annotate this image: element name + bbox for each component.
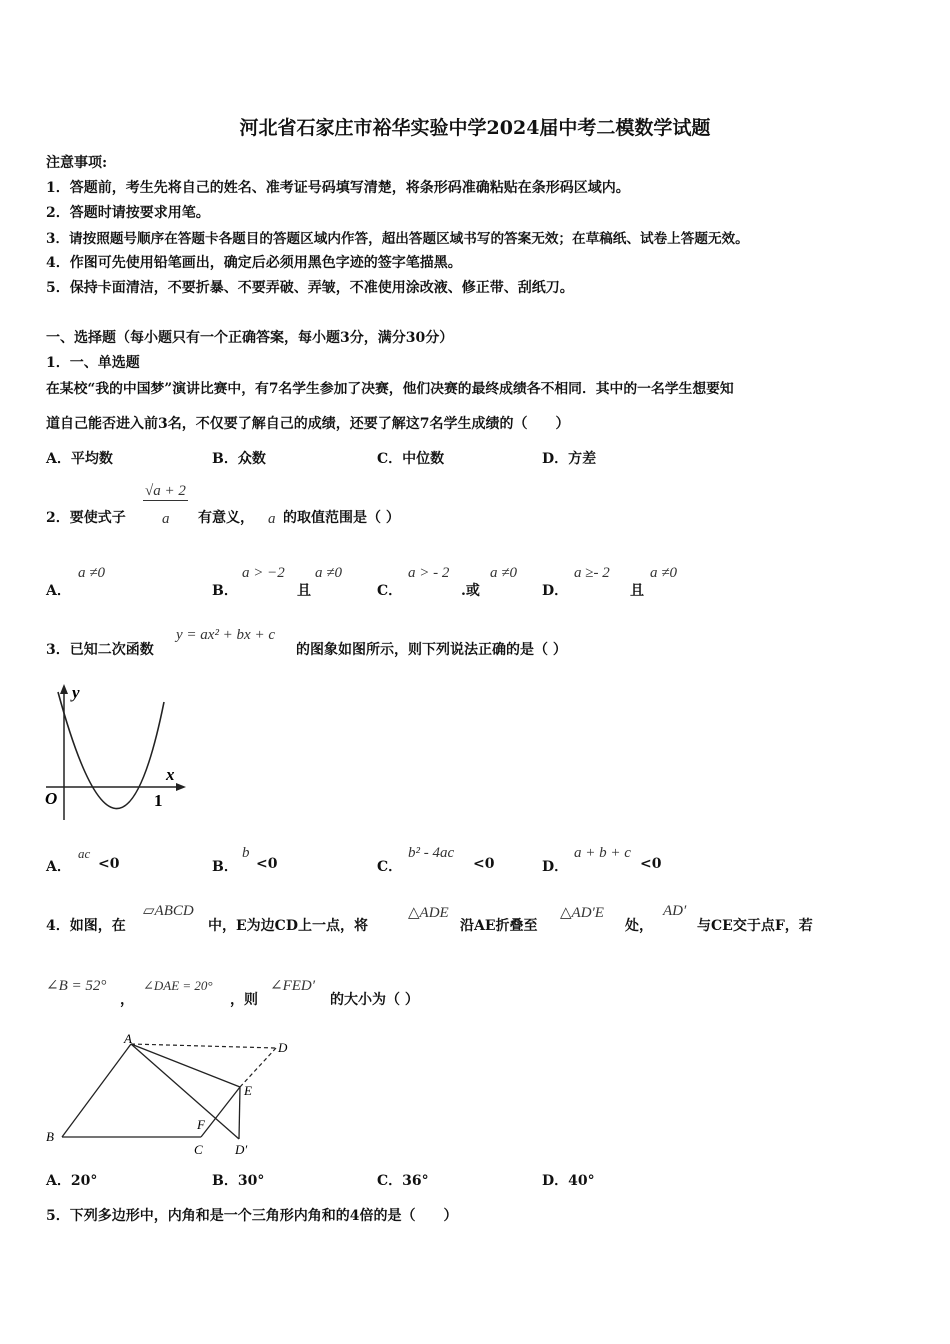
q2-option-d-label: D．	[542, 583, 569, 599]
q4-text-1: 中，E为边CD上一点，将	[208, 918, 368, 934]
q2-option-c-math2: a ≠0	[490, 565, 517, 581]
q3-option-c-math: b² - 4ac	[408, 845, 455, 861]
q4-triangle-ade: △ADE	[408, 905, 449, 921]
point-e-label: E	[244, 1083, 252, 1098]
q4-angle-b: ∠B = 52°	[46, 978, 107, 994]
q2-option-d-conj: 且	[630, 583, 644, 599]
point-c-label: C	[194, 1142, 203, 1157]
q1-option-b: B．众数	[212, 451, 266, 467]
q1-subheading: 1．一、单选题	[46, 355, 140, 371]
q2-option-b-math1: a > −2	[242, 565, 285, 581]
q2-mid-text: 有意义，	[198, 510, 254, 526]
q2-option-d-math2: a ≠0	[650, 565, 677, 581]
page-title: 河北省石家庄市裕华实验中学2024届中考二模数学试题	[239, 117, 711, 139]
q5-stem: 5．下列多边形中，内角和是一个三角形内角和的4倍的是（ ）	[46, 1208, 458, 1224]
point-d2-label: D′	[235, 1142, 248, 1157]
q3-option-d-rel: <0	[640, 856, 662, 872]
q2-fraction-numerator: √a + 2	[145, 483, 186, 499]
q1-option-c: C．中位数	[377, 451, 445, 467]
x-label: x	[166, 765, 175, 784]
notice-heading: 注意事项:	[46, 155, 108, 171]
q2-option-c-conj: .或	[461, 583, 480, 599]
q2-option-b-conj: 且	[297, 583, 311, 599]
notice-item-1: 1．答题前，考生先将自己的姓名、准考证号码填写清楚，将条形码准确粘贴在条形码区域内。	[46, 180, 630, 196]
q3-option-b-label: B．	[212, 859, 238, 875]
q2-option-a-label: A．	[46, 583, 71, 599]
q4-angle-fed: ∠FED′	[270, 978, 316, 994]
q4-parallelogram: ▱ABCD	[143, 903, 194, 919]
q4-option-b: B．30°	[212, 1173, 265, 1189]
notice-item-5: 5．保持卡面清洁，不要折暴、不要弄破、弄皱，不准使用涂改液、修正带、刮纸刀。	[46, 280, 574, 296]
q4-option-c: C．36°	[377, 1173, 429, 1189]
notice-item-4: 4．作图可先使用铅笔画出，确定后必须用黑色字迹的签字笔描黑。	[46, 255, 462, 271]
q3-option-a-math: ac	[78, 846, 91, 861]
q3-option-c-label: C．	[377, 859, 403, 875]
y-axis-arrow	[60, 684, 68, 694]
q4-comma: ，	[120, 992, 134, 1008]
q4-option-a: A．20°	[46, 1173, 98, 1189]
segment-ad	[131, 1044, 276, 1048]
q3-formula: y = ax² + bx + c	[176, 627, 275, 643]
segment-ec	[201, 1087, 240, 1137]
q4-text-4: 与CE交于点F，若	[697, 918, 813, 934]
q3-option-c-rel: <0	[473, 856, 495, 872]
segment-ad2	[131, 1044, 239, 1139]
q3-option-a-label: A．	[46, 859, 71, 875]
q3-prefix: 3．已知二次函数	[46, 642, 154, 658]
q4-text-5: ，则	[230, 992, 258, 1008]
origin-label: O	[45, 789, 58, 808]
q2-option-c-math1: a > - 2	[408, 565, 450, 581]
q2-option-a-math: a ≠0	[78, 565, 105, 581]
y-label: y	[72, 683, 80, 702]
x-axis-arrow	[176, 783, 186, 791]
q4-segment: AD′	[663, 903, 687, 919]
section-heading: 一、选择题（每小题只有一个正确答案，每小题3分，满分30分）	[46, 330, 454, 346]
segment-ab	[62, 1044, 131, 1137]
q4-prefix: 4．如图，在	[46, 918, 126, 934]
segment-ed2	[239, 1087, 240, 1139]
point-b-label: B	[46, 1129, 54, 1144]
q3-option-b-rel: <0	[256, 856, 278, 872]
segment-ae	[131, 1044, 240, 1087]
q4-text-3: 处，	[625, 918, 653, 934]
point-d-label: D	[278, 1040, 288, 1055]
q2-option-b-math2: a ≠0	[315, 565, 342, 581]
q2-fraction-denominator: a	[162, 511, 170, 527]
q2-suffix: 的取值范围是（ ）	[283, 510, 400, 526]
parabola-curve	[58, 692, 164, 809]
q1-stem-line1: 在某校“我的中国梦”演讲比赛中，有7名学生参加了决赛，他们决赛的最终成绩各不相同．其中的一名学生想要知	[46, 381, 734, 397]
q3-suffix: 的图象如图所示，则下列说法正确的是（ ）	[296, 642, 567, 658]
q4-triangle-ad2e: △AD′E	[560, 905, 604, 921]
point-a-label: A	[124, 1031, 132, 1046]
q2-prefix: 2．要使式子	[46, 510, 126, 526]
q4-text-6: 的大小为（ ）	[330, 992, 419, 1008]
parabola-figure	[40, 680, 200, 830]
q4-angle-dae: ∠DAE = 20°	[143, 978, 213, 993]
q2-option-d-math1: a ≥- 2	[574, 565, 610, 581]
point-f-label: F	[197, 1117, 205, 1132]
q3-option-d-math: a + b + c	[574, 845, 631, 861]
notice-item-2: 2．答题时请按要求用笔。	[46, 205, 210, 221]
notice-item-3: 3．请按照题号顺序在答题卡各题目的答题区域内作答，超出答题区域书写的答案无效；在草稿纸、试卷上答题无效。	[46, 231, 749, 247]
q3-option-a-rel: <0	[98, 856, 120, 872]
one-label: 1	[154, 791, 163, 810]
q2-option-c-label: C．	[377, 583, 403, 599]
q2-variable: a	[268, 511, 276, 527]
q3-option-d-label: D．	[542, 859, 569, 875]
parallelogram-figure	[40, 1030, 300, 1160]
q4-text-2: 沿AE折叠至	[460, 918, 538, 934]
q4-option-d: D．40°	[542, 1173, 595, 1189]
segment-de	[240, 1048, 276, 1087]
q1-option-a: A．平均数	[46, 451, 113, 467]
q1-stem-line2: 道自己能否进入前3名，不仅要了解自己的成绩，还要了解这7名学生成绩的（ ）	[46, 416, 570, 432]
q2-option-b-label: B．	[212, 583, 238, 599]
q1-option-d: D．方差	[542, 451, 597, 467]
q3-option-b-math: b	[242, 845, 250, 861]
